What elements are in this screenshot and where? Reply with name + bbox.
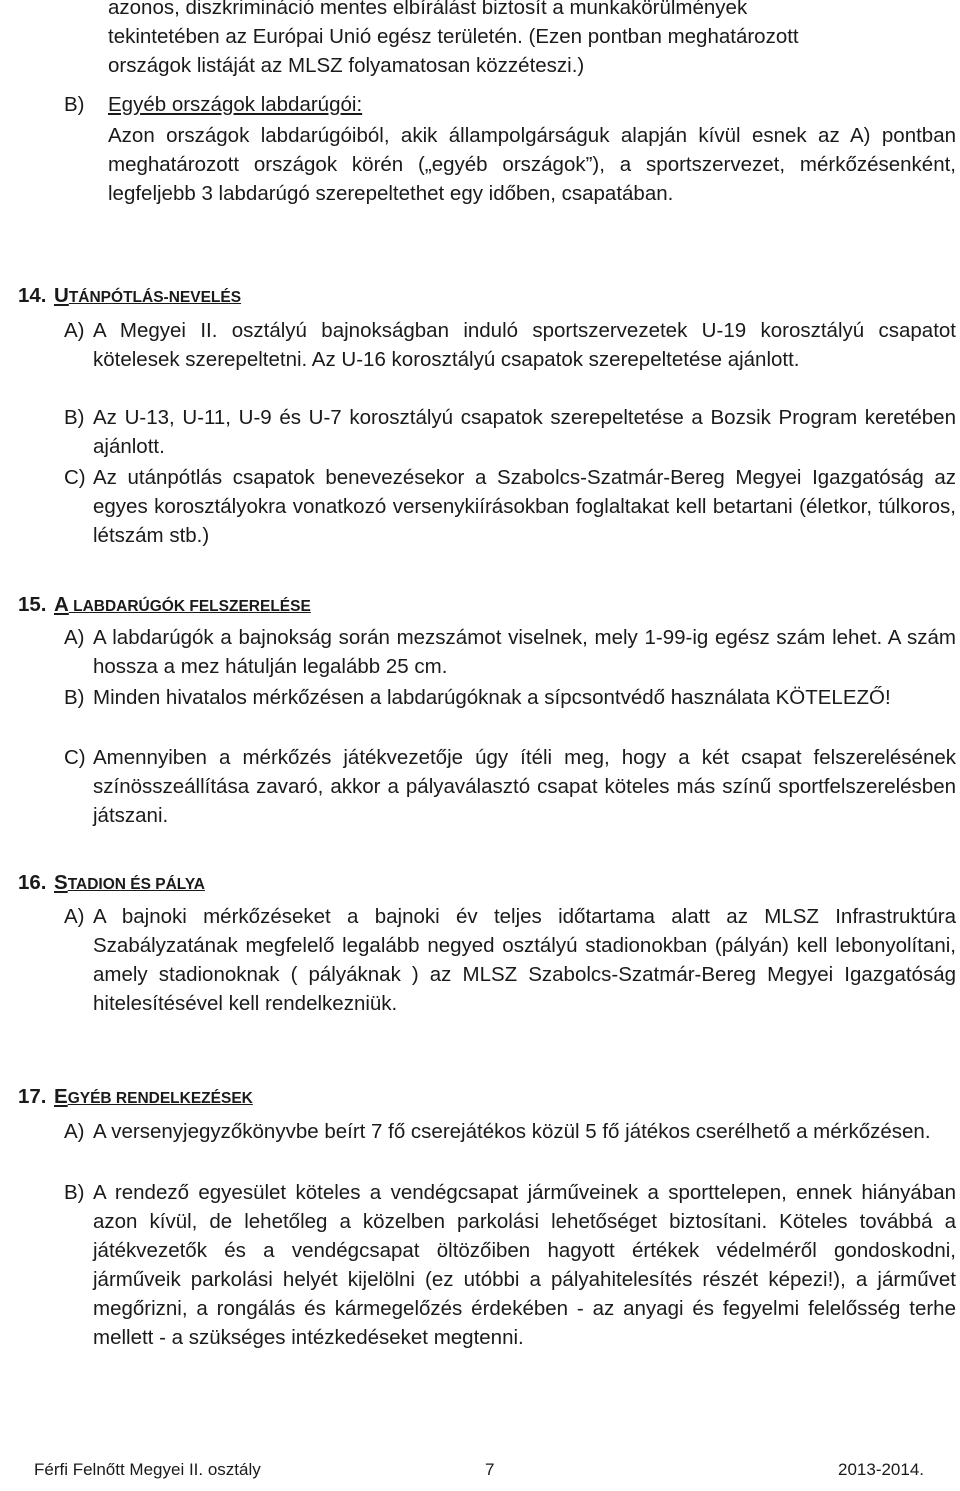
item-label: A) bbox=[64, 626, 85, 649]
subsection-b-title: Egyéb országok labdarúgói: bbox=[108, 93, 363, 116]
section-17-item-b bbox=[64, 1178, 956, 1352]
item-text: A labdarúgók a bajnokság során mezszámot viselnek, mely 1-99-ig egész szám lehet. A szám hossza a mez hátulján legalább 25 cm. bbox=[93, 626, 956, 678]
section-title-initial: A bbox=[54, 593, 69, 616]
section-title-initial: S bbox=[54, 871, 68, 894]
item-label: A) bbox=[64, 319, 85, 342]
section-14-item-b bbox=[64, 403, 956, 461]
subsection-b-heading bbox=[64, 90, 956, 119]
item-text: A bajnoki mérkőzéseket a bajnoki év teljes időtartama alatt az MLSZ Infrastruktúra Szabályzatának megfelelő legalább negyed osztályú stadionokban (pályán) kell lebonyolítani, amely stadionoknak ( pályáknak ) az MLSZ Szabolcs-Szatmár-Bereg Megyei Igazgatóság hitelesítésével kell rendelkezniük. bbox=[93, 905, 956, 1015]
footer-page-number: 7 bbox=[485, 1460, 495, 1479]
section-title-rest: TADION ÉS PÁLYA bbox=[67, 876, 205, 893]
section-number: 17. bbox=[18, 1085, 47, 1108]
section-15-item-b bbox=[64, 683, 956, 712]
section-15-item-a bbox=[64, 623, 956, 681]
item-label: B) bbox=[64, 1181, 85, 1204]
section-14-heading bbox=[18, 281, 241, 312]
item-label: C) bbox=[64, 746, 86, 769]
footer-season: 2013-2014. bbox=[838, 1460, 925, 1479]
continuation-line-3: országok listáját az MLSZ folyamatosan közzéteszi.) bbox=[108, 54, 585, 77]
item-label: A) bbox=[64, 905, 85, 928]
item-text: A Megyei II. osztályú bajnokságban induló sportszervezetek U-19 korosztályú csapatot kötelesek szerepeltetni. Az U-16 korosztályú csapatok szerepeltetése ajánlott. bbox=[93, 319, 956, 371]
section-17-item-a bbox=[64, 1117, 956, 1146]
item-label: B) bbox=[64, 686, 85, 709]
section-title-rest: GYÉB RENDELKEZÉSEK bbox=[67, 1090, 253, 1107]
section-title-rest: TÁNPÓTLÁS-NEVELÉS bbox=[68, 289, 242, 306]
section-17-heading bbox=[18, 1082, 253, 1113]
item-text: Az utánpótlás csapatok benevezésekor a Szabolcs-Szatmár-Bereg Megyei Igazgatóság az egyes korosztályokra vonatkozó versenykiírásokban foglaltakat kell betartani (életkor, túlkoros, létszám stb.) bbox=[93, 466, 956, 547]
section-number: 16. bbox=[18, 871, 47, 894]
item-text: Minden hivatalos mérkőzésen a labdarúgóknak a sípcsontvédő használata KÖTELEZŐ! bbox=[93, 686, 891, 709]
section-number: 14. bbox=[18, 284, 47, 307]
section-14-item-a bbox=[64, 316, 956, 374]
footer-document-title: Férfi Felnőtt Megyei II. osztály bbox=[34, 1460, 261, 1479]
section-14-item-c bbox=[64, 463, 956, 550]
subsection-b-body: Azon országok labdarúgóiból, akik állampolgárságuk alapján kívül esnek az A) pontban meghatározott országok körén („egyéb országok”), a sportszervezet, mérkőzésenként, legfeljebb 3 labdarúgó szerepeltethet egy időben, csapatában. bbox=[108, 124, 956, 205]
item-label: C) bbox=[64, 466, 86, 489]
item-text: Amennyiben a mérkőzés játékvezetője úgy ítéli meg, hogy a két csapat felszerelésének színösszeállítása zavaró, akkor a pályaválasztó csapat köteles más színű sportfelszerelésben játszani. bbox=[93, 746, 956, 827]
section-title-rest: LABDARÚGÓK FELSZERELÉSE bbox=[68, 598, 311, 615]
section-title-initial: E bbox=[54, 1085, 68, 1108]
section-15-heading bbox=[18, 590, 311, 621]
continuation-line-1: azonos, diszkrimináció mentes elbírálást biztosít a munkakörülmények bbox=[108, 0, 748, 19]
item-text: Az U-13, U-11, U-9 és U-7 korosztályú csapatok szerepeltetése a Bozsik Program keretében ajánlott. bbox=[93, 406, 956, 458]
section-title-initial: U bbox=[54, 284, 69, 307]
section-15-item-c bbox=[64, 743, 956, 830]
item-text: A versenyjegyzőkönyvbe beírt 7 fő cserejátékos közül 5 fő játékos cserélhető a mérkőzésen. bbox=[93, 1120, 931, 1143]
subsection-b-label: B) bbox=[64, 93, 85, 116]
item-text: A rendező egyesület köteles a vendégcsapat járműveinek a sporttelepen, ennek hiányában azon kívül, de lehetőleg a közelben parkolási lehetőséget biztosítani. Köteles továbbá a játékvezetők és a vendégcsapat öltözőiben hagyott értékek védelméről gondoskodni, járműveik parkolási helyét kijelölni (ez utóbbi a pályahitelesítés részét képezi!), a járművet megőrizni, a rongálás és kármegelőzés érdekében - az anyagi és fegyelmi felelősség terhe mellett - a szükséges intézkedéseket megtenni. bbox=[93, 1181, 956, 1349]
item-label: B) bbox=[64, 406, 85, 429]
continuation-line-2: tekintetében az Európai Unió egész területén. (Ezen pontban meghatározott bbox=[108, 25, 799, 48]
section-16-item-a bbox=[64, 902, 956, 1018]
item-label: A) bbox=[64, 1120, 85, 1143]
section-16-heading bbox=[18, 868, 205, 899]
section-number: 15. bbox=[18, 593, 47, 616]
